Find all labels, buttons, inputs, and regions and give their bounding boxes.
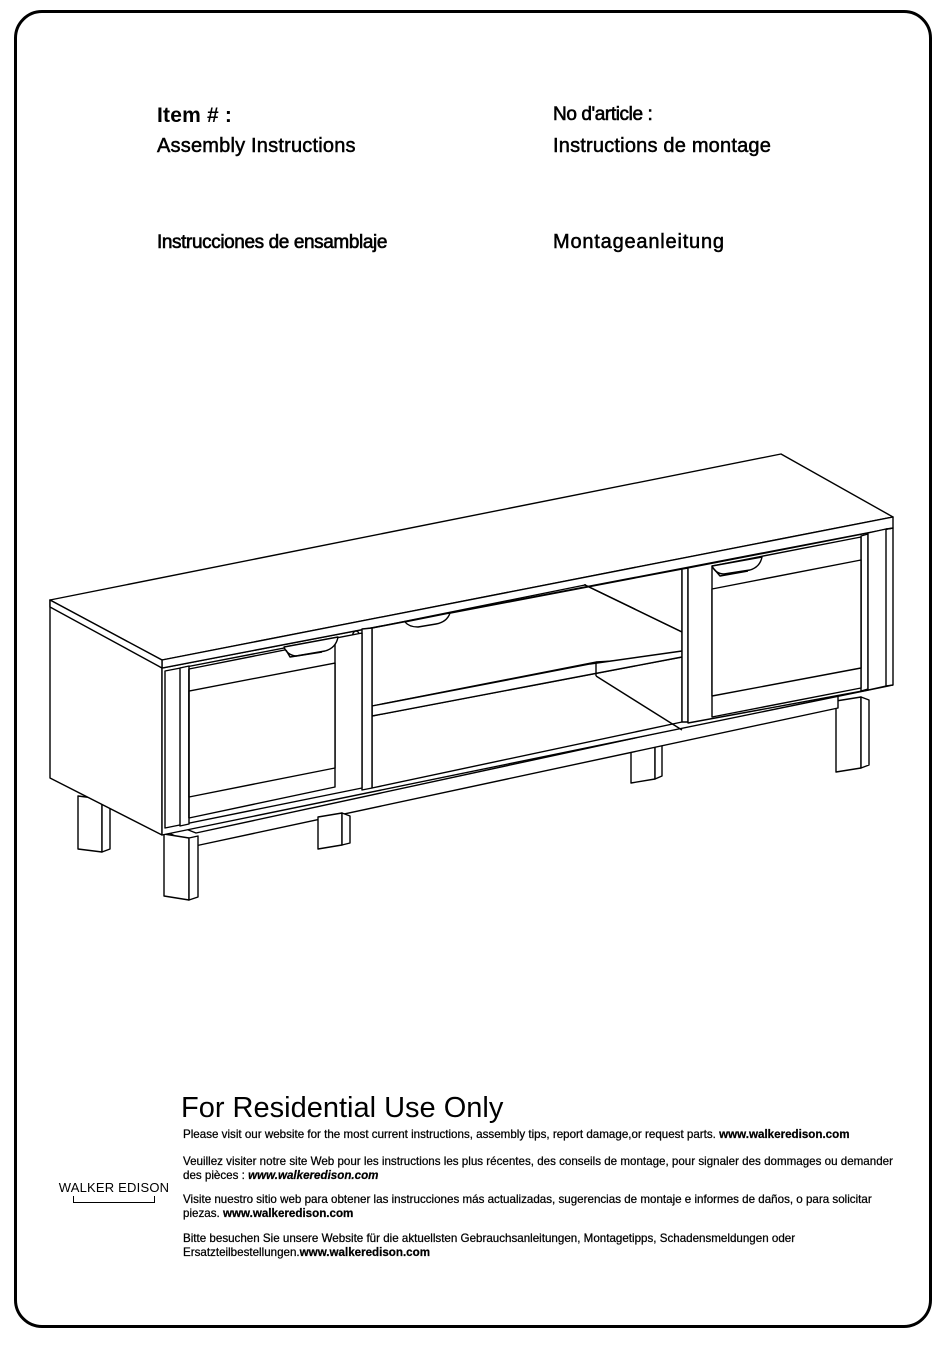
assembly-instructions-fr: Instructions de montage <box>553 135 772 157</box>
instructions-note-de <box>183 1232 909 1260</box>
instructions-note-en <box>183 1128 909 1142</box>
note-en-text: Please visit our website for the most current instructions, assembly tips, report damage,or request parts. <box>183 1128 716 1141</box>
note-es-text: Visite nuestro sitio web para obtener las instrucciones más actualizadas, sugerencias de montaje e informes de daños, o para solicitar piezas. <box>183 1193 872 1220</box>
item-number-label: Item # : <box>157 104 233 127</box>
walkeredison-link-fr[interactable]: www.walkeredison.com <box>248 1169 379 1182</box>
assembly-instructions-es: Instrucciones de ensamblaje <box>157 232 388 253</box>
walkeredison-link-es[interactable]: www.walkeredison.com <box>222 1207 354 1220</box>
walker-edison-logo <box>54 1180 174 1203</box>
instructions-note-fr <box>183 1155 909 1183</box>
note-fr-text: Veuillez visiter notre site Web pour les instructions les plus récentes, des conseils de montage, pour signaler des dommages ou demander des pièces : <box>183 1155 893 1182</box>
logo-underline-bracket <box>73 1196 155 1203</box>
residential-use-heading: For Residential Use Only <box>181 1092 504 1124</box>
instructions-note-es <box>183 1193 909 1221</box>
no-article-label: No d'article : <box>553 104 653 125</box>
assembly-instructions-en: Assembly Instructions <box>157 135 356 157</box>
walkeredison-link-de[interactable]: www.walkeredison.com <box>299 1246 431 1259</box>
note-de-text: Bitte besuchen Sie unsere Website für die aktuellsten Gebrauchsanleitungen, Montagetipps, Schadensmeldungen oder Ersatzteilbestellungen. <box>183 1232 796 1259</box>
walkeredison-link-en[interactable]: www.walkeredison.com <box>719 1128 850 1141</box>
assembly-instructions-de: Montageanleitung <box>553 231 725 253</box>
logo-text: WALKER EDISON <box>58 1180 170 1195</box>
